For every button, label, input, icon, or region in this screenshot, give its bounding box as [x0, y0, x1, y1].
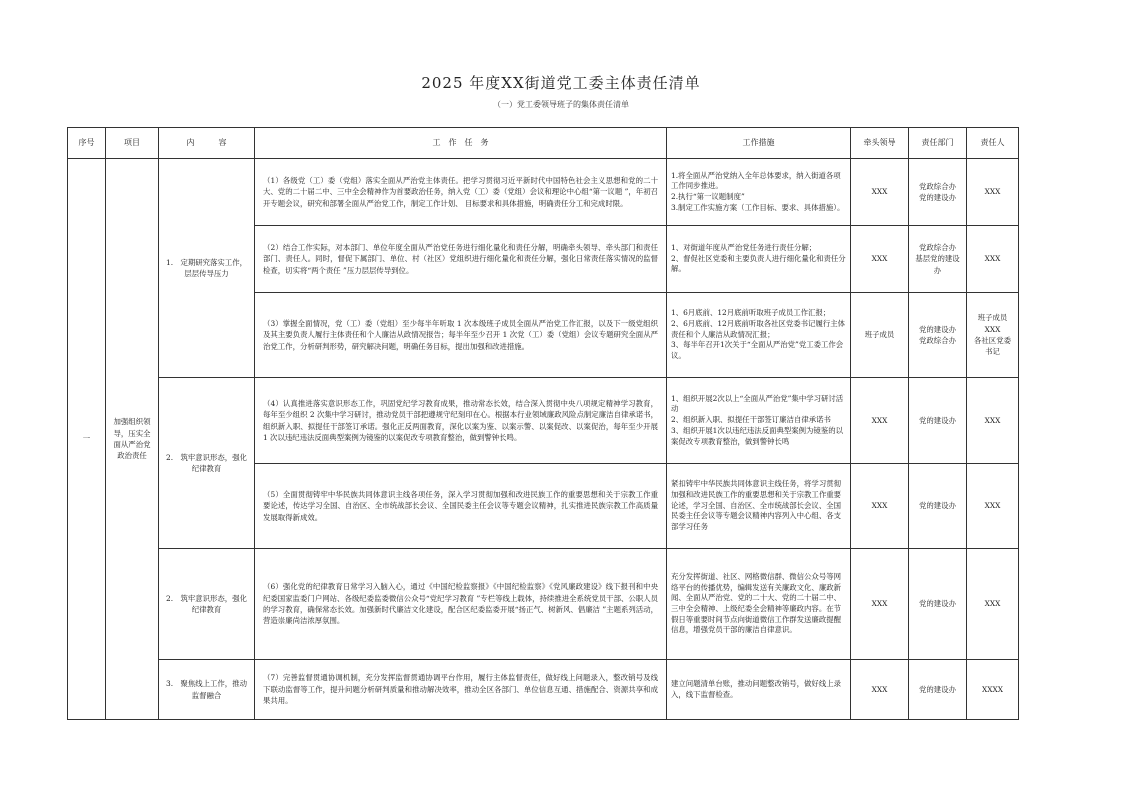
header-dept: 责任部门	[909, 128, 967, 159]
content-cell: 3. 聚焦线上工作，推动监督融合	[159, 660, 255, 720]
task-cell: （2）结合工作实际，对本部门、单位年度全面从严治党任务进行细化量化和责任分解，明确牵头领导、牵头部门和责任部门、责任人。同时，督促下属部门、单位、村（社区）党组织进行细化量化和责任分解，强化日常责任落实情况的监督检查，切实将“两个责任 ”压力层层传导到位。	[255, 226, 667, 293]
measure-item: 充分发挥街道、社区、网格微信群、微信公众号等网络平台的传播优势，编辑发送有关廉政文化、廉政新闻、全面从严治党、党的二十大、党的二十届二中、三中全会精神、上级纪委全会精神等廉政内容。在节假日等重要时间节点向街道微信工作群发送廉政提醒信息，增强党员干部的廉洁自律意识。	[671, 571, 841, 635]
person-cell	[967, 159, 1019, 226]
task-cell: （7）完善监督贯通协调机制，充分发挥监督贯通协调平台作用，履行主体监督责任，做好线上问题录入，整改销号及线下联动监督等工作，提升问题分析研判质量和推动解决效率，推动全区各部门、单位信息互通、措施配合、资源共享和成果共用。	[255, 660, 667, 720]
dept-item: 党的建设办	[919, 324, 956, 334]
measure-item: 建立问题清单台账，推动问题整改销号，做好线上录入，线下监督检查。	[671, 678, 841, 699]
dept-item: 党的建设办	[919, 193, 956, 202]
group-project: 加强组织领导，压实全面从严治党政治责任	[106, 159, 159, 720]
dept-cell	[909, 159, 967, 226]
header-row	[68, 128, 1019, 159]
lead-cell: 班子成员	[851, 293, 909, 378]
table-row	[68, 378, 1019, 464]
responsibility-table-viewport	[67, 127, 1018, 706]
header-no: 序号	[68, 128, 106, 159]
header-content: 内 容	[159, 128, 255, 159]
lead-cell: XXX	[851, 660, 909, 720]
task-cell: （4）认真推进落实意识形态工作，巩固党纪学习教育成果，推动常态长效，结合深入贯彻中央八项规定精神学习教育，每年至少组织 2 次集中学习研讨，推动党员干部把遵规守纪刻印在心。根据本行业领域廉政风险点制定廉洁自律承诺书，组织新入职、拟提任干部签订承诺。强化正反两面教育，深化以案为鉴、以案示警、以案促改、以案促治，每年至少开展 1 次以违纪违法反面典型案例为镜鉴的以案促改专项教育整治，做到警钟长鸣。	[255, 378, 667, 464]
header-project: 项目	[106, 128, 159, 159]
dept-cell	[909, 549, 967, 660]
dept-item: 党政综合办	[919, 336, 956, 345]
document-subtitle: （一）党工委领导班子的集体责任清单	[493, 100, 629, 109]
measure-cell	[667, 226, 851, 293]
measure-cell	[667, 464, 851, 549]
person-item: 班子成员	[977, 313, 1008, 323]
measure-item: 1、对街道年度从严治党任务进行责任分解；	[671, 242, 817, 252]
dept-cell	[909, 226, 967, 293]
content-cell: 2. 筑牢意识形态，强化纪律教育	[159, 549, 255, 660]
person-item: XXX	[984, 599, 1001, 609]
measure-item: 3、每半年召开1次关于“全面从严治党”党工委工作会议。	[671, 340, 844, 361]
person-item: XXX	[984, 254, 1001, 264]
measure-cell	[667, 549, 851, 660]
dept-item: 党的建设办	[919, 684, 956, 694]
dept-item: 党的建设办	[919, 501, 956, 511]
dept-item: 党的建设办	[919, 599, 956, 609]
header-measure: 工作措施	[667, 128, 851, 159]
person-item: 各社区党委书记	[974, 336, 1011, 357]
header-lead: 牵头领导	[851, 128, 909, 159]
measure-item: 3、组织开展1次以违纪违法反面典型案例为镜鉴的以案促改专项教育整治，做到警钟长鸣	[671, 425, 844, 446]
header-person: 责任人	[967, 128, 1019, 159]
person-item: XXX	[984, 415, 1001, 425]
person-item: XXX	[984, 501, 1001, 511]
lead-cell: XXX	[851, 464, 909, 549]
dept-item: 党政综合办	[919, 242, 956, 252]
measure-item: 2、组织新入职、拟提任干部签订廉洁自律承诺书	[671, 415, 831, 425]
dept-item: 党的建设办	[919, 415, 956, 425]
person-item: XXXX	[981, 684, 1004, 694]
person-item: XXX	[984, 324, 1001, 334]
task-cell: （3）掌握全面情况，党（工）委（党组）至少每半年听取 1 次本级班子成员全面从严治党工作汇报，以及下一级党组织及其主要负责人履行主体责任和个人廉洁从政情况报告；每半年至少召开 1 次党（工）委（党组）会议专题研究全面从严治党工作，分析研判形势，研究解决问题，明确任务目标，提出加强和改进措施。	[255, 293, 667, 378]
task-cell: （6）强化党的纪律教育日常学习入脑入心，通过《中国纪检监察报》《中国纪检监察》《党风廉政建设》线下报刊和中央纪委国家监委门户网站、各级纪委监委微信公众号“党纪学习教育 ”专栏等线上载体，持续推进全系统党员干部、公职人员的学习教育，确保常态长效。加强新时代廉洁文化建设，配合区纪委监委开展“扬正气、树新风、倡廉洁 ”主题系列活动，营造崇廉尚洁浓厚氛围。	[255, 549, 667, 660]
document-title: 2025 年度XX街道党工委主体责任清单	[421, 74, 701, 92]
header-task: 工 作 任 务	[255, 128, 667, 159]
task-cell: （5）全面贯彻铸牢中华民族共同体意识主线各项任务，深入学习贯彻加强和改进民族工作的重要思想和关于宗教工作重要论述，传达学习全国、自治区、全市统战部长会议、全国民委主任会议等专题会议精神，扎实推进民族宗教工作高质量发展取得新成效。	[255, 464, 667, 549]
measure-cell	[667, 660, 851, 720]
measure-item: 1、组织开展2次以上“全面从严治党”集中学习研讨活动	[671, 393, 844, 414]
measure-cell	[667, 293, 851, 378]
person-cell	[967, 378, 1019, 464]
lead-cell: XXX	[851, 378, 909, 464]
dept-item: 基层党的建设办	[915, 254, 960, 275]
person-cell	[967, 660, 1019, 720]
measure-item: 1.将全面从严治党纳入全年总体要求，纳入街道各项工作同步推进。	[671, 170, 841, 191]
content-cell: 2. 筑牢意识形态，强化纪律教育	[159, 378, 255, 549]
responsibility-table	[67, 127, 1019, 720]
table-row	[68, 660, 1019, 720]
measure-item: 2、6月底前、12月底前听取各社区党委书记履行主体责任和个人廉洁从政情况汇报；	[671, 318, 846, 339]
measure-cell	[667, 378, 851, 464]
dept-cell	[909, 660, 967, 720]
lead-cell: XXX	[851, 549, 909, 660]
dept-cell	[909, 464, 967, 549]
dept-cell	[909, 293, 967, 378]
person-cell	[967, 464, 1019, 549]
lead-cell: XXX	[851, 226, 909, 293]
person-cell	[967, 293, 1019, 378]
group-number: 一	[68, 159, 106, 720]
lead-cell: XXX	[851, 159, 909, 226]
person-cell	[967, 226, 1019, 293]
person-item: XXX	[984, 187, 1001, 197]
person-cell	[967, 549, 1019, 660]
dept-cell	[909, 378, 967, 464]
measure-item: 3.制定工作实施方案（工作目标、要求、具体措施）。	[671, 202, 845, 212]
dept-item: 党政综合办	[919, 181, 956, 191]
measure-item: 2、督促社区党委和主要负责人进行细化量化和责任分解。	[671, 253, 846, 274]
measure-item: 1、6月底前、12月底前听取班子成员工作汇报；	[671, 308, 831, 318]
table-row	[68, 159, 1019, 226]
content-cell: 1. 定期研究落实工作，层层传导压力	[159, 159, 255, 378]
measure-item: 紧扣铸牢中华民族共同体意识主线任务，将学习贯彻加强和改进民族工作的重要思想和关于宗教工作重要论述，学习全国、自治区、全市统战部长会议、全国民委主任会议等专题会议精神内容列入中心组、各支部学习任务	[671, 479, 841, 532]
task-cell: （1）各级党（工）委（党组）落实全面从严治党主体责任。把学习贯彻习近平新时代中国特色社会主义思想和党的二十大、党的二十届二中、三中全会精神作为首要政治任务，纳入党（工）委（党组）会议和理论中心组“第一议题 ”，年初召开专题会议，研究和部署全面从严治党工作，制定工作计划、 目标要求和具体措施，明确责任分工和完成时限。	[255, 159, 667, 226]
measure-cell	[667, 159, 851, 226]
table-row	[68, 549, 1019, 660]
measure-item: 2.执行“第一议题制度”	[671, 192, 745, 201]
